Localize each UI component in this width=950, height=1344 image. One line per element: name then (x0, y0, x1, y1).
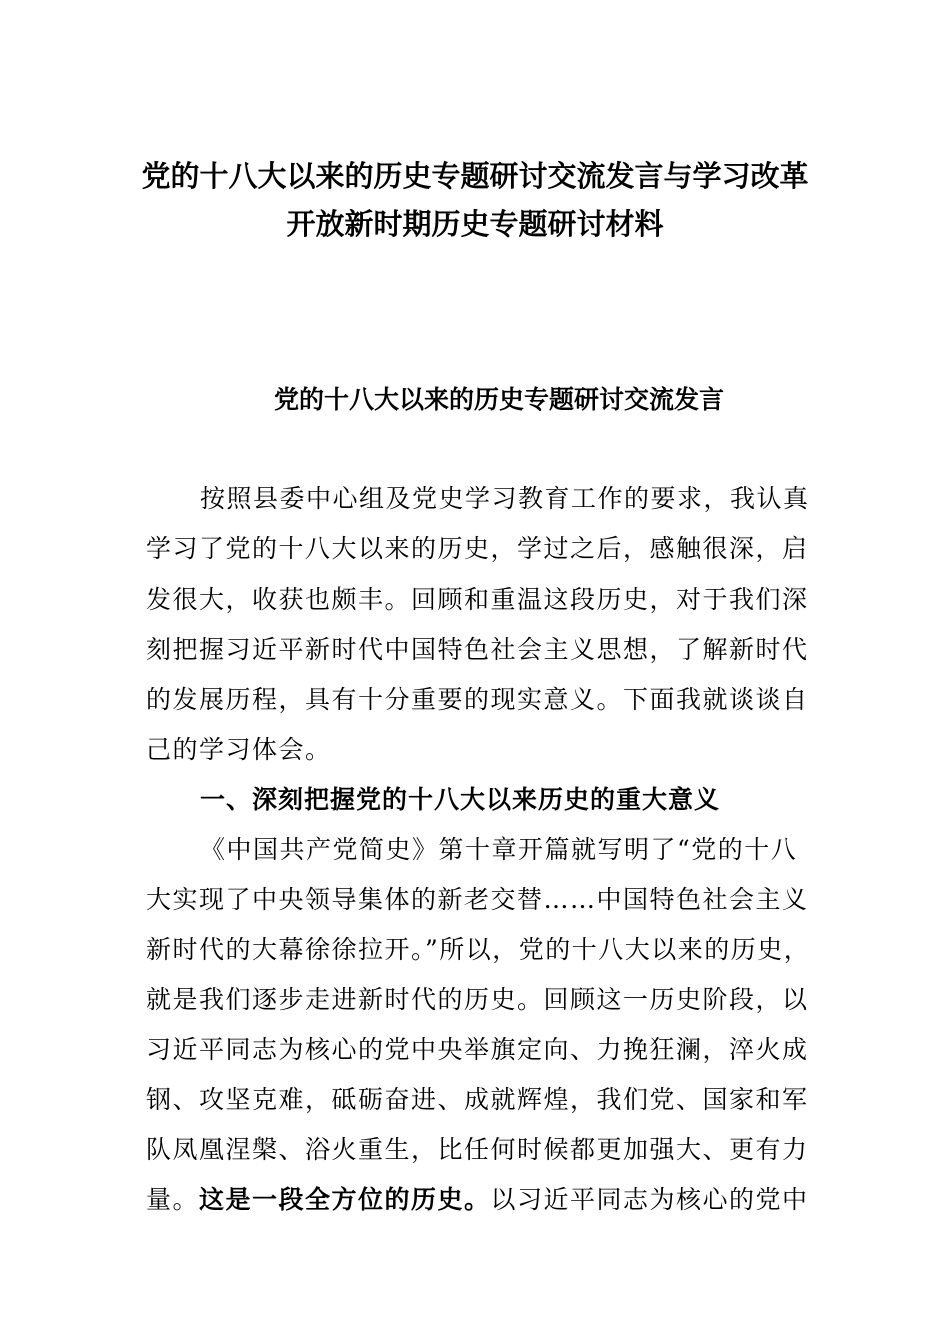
paragraph-1-line: 己的学习体会。 (146, 735, 332, 764)
last-line-start: 量。 (146, 1185, 200, 1214)
paragraph-1-line: 的发展历程，具有十分重要的现实意义。下面我就谈谈自 (146, 685, 809, 714)
document-title-line-2: 开放新时期历史专题研讨材料 (286, 207, 664, 241)
paragraph-2-last-line (146, 1180, 809, 1220)
paragraph-2-line: 就是我们逐步走进新时代的历史。回顾这一历史阶段，以 (146, 985, 809, 1014)
paragraph-2-line: 新时代的大幕徐徐拉开。”所以，党的十八大以来的历史， (146, 935, 811, 964)
paragraph-1-line: 学习了党的十八大以来的历史，学过之后，感触很深，启 (146, 534, 809, 563)
last-line-bold-sentence: 这是一段全方位的历史。 (199, 1185, 491, 1214)
document-title-line-1: 党的十八大以来的历史专题研讨交流发言与学习改革 (141, 159, 809, 193)
section-heading: 一、深刻把握党的十八大以来历史的重大意义 (200, 785, 721, 814)
paragraph-2-line: 习近平同志为核心的党中央举旗定向、力挽狂澜，淬火成 (146, 1035, 809, 1064)
section-subtitle: 党的十八大以来的历史专题研讨交流发言 (273, 385, 724, 414)
paragraph-2-line: 大实现了中央领导集体的新老交替……中国特色社会主义 (146, 885, 809, 914)
last-line-end: 以习近平同志为核心的党中 (490, 1185, 809, 1214)
paragraph-2-line: 《中国共产党简史》第十章开篇就写明了“党的十八 (200, 835, 798, 864)
paragraph-1-line: 刻把握习近平新时代中国特色社会主义思想，了解新时代 (146, 635, 809, 664)
paragraph-1-line: 发很大，收获也颇丰。回顾和重温这段历史，对于我们深 (146, 585, 809, 614)
paragraph-1-line: 按照县委中心组及党史学习教育工作的要求，我认真 (200, 484, 810, 513)
paragraph-2-line: 钢、攻坚克难，砥砺奋进、成就辉煌，我们党、国家和军 (146, 1085, 809, 1114)
paragraph-2-line: 队凤凰涅槃、浴火重生，比任何时候都更加强大、更有力 (146, 1135, 809, 1164)
